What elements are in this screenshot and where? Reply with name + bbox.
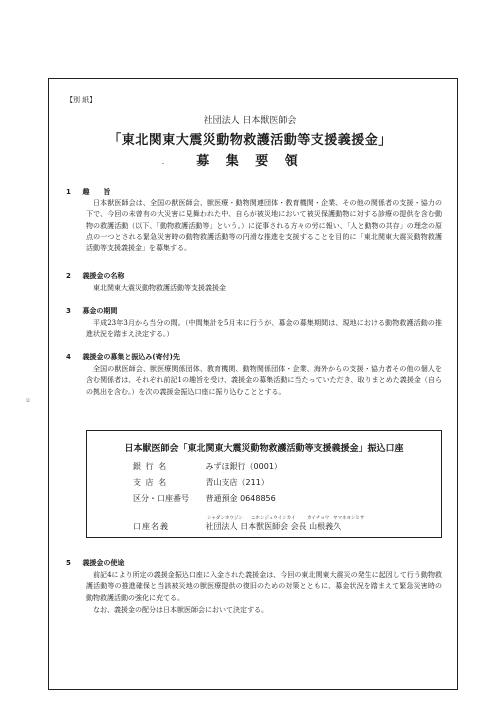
bank-account-box <box>86 430 442 538</box>
section-number: 2 <box>66 272 71 280</box>
account-number-row <box>133 493 276 504</box>
section-1-heading <box>66 187 110 197</box>
section-3-body: 平成23年3月から当分の間。（中間集計を5月末に行うが、募金の募集期間は、現地における動物救護活動の推進状況を踏まえ決定する。） <box>86 319 442 339</box>
section-title: 義援金の名称 <box>82 272 125 280</box>
section-number: 4 <box>66 353 71 361</box>
ruby-text: ニホンジュウイシカイ <box>251 516 296 521</box>
bank-value: みずほ銀行（0001） <box>205 462 282 471</box>
section-4-heading <box>66 352 180 362</box>
section-number: 3 <box>66 307 71 315</box>
account-number-label: 区分・口座番号 <box>133 494 189 503</box>
bank-label: 銀 行 名 <box>133 462 168 471</box>
section-1-body: 日本獣医師会は、全国の獣医師会、獣医療・動物関連団体・教育機関・企業、その他の関係者の支援・協力の下で、今回の未曾有の大災害に見舞われた中、自らが被災地において被災保護動物に対する診療の提供を含む動物の救護活動（以下、「動物救護活動等」という。）に従事される方々の労に報い、「人と動物の共存」の理念の原点の一つとされる緊急災害時の動物救護活動等の円滑な推進を支援することを目的に「東北関東大震災動物救護活動等支援義援金」を募集する。 <box>86 199 442 253</box>
ruby-text: ヤマネヨシヒサ <box>333 516 365 521</box>
section-title: 義援金の募集と振込み(寄付)先 <box>82 353 180 361</box>
document-title: 「東北関東大震災動物救護活動等支援義援金」 <box>108 133 392 148</box>
account-number-value: 普通預金 0648856 <box>205 494 276 503</box>
section-number: 5 <box>66 559 71 567</box>
bank-account-title: 日本獣医師会「東北関東大震災動物救護活動等支援義援金」振込口座 <box>124 444 404 454</box>
section-4-body: 全国の獣医師会、獣医療関係団体、教育機関、動物関係団体・企業、海外からの支援・協力者その他の個人を含む関係者は、それぞれ前記1の趣旨を受け、義援金の募集活動に当たっていただき、取りまとめた義援金（自らの拠出を含む。）を次の義援金振込口座に振り込むこととする。 <box>86 365 442 396</box>
document-subtitle: 募 集 要 領 <box>196 154 304 169</box>
stray-dot: ・ <box>160 161 167 168</box>
branch-row <box>133 477 269 488</box>
section-3-heading <box>66 306 117 316</box>
account-holder-label: 口座名義 <box>133 522 169 531</box>
section-2-heading <box>66 271 124 281</box>
branch-value: 青山支店（211） <box>205 478 269 487</box>
margin-mark: ıı <box>26 397 30 404</box>
branch-label: 支 店 名 <box>133 478 168 487</box>
section-5-note: なお、義援金の配分は日本獣医師会において決定する。 <box>93 606 268 614</box>
section-number: 1 <box>66 188 71 196</box>
organization-name: 社団法人 日本獣医師会 <box>203 116 297 126</box>
section-title: 募金の期間 <box>82 307 118 315</box>
section-title: 趣 旨 <box>82 188 111 196</box>
section-2-body: 東北関東大震災動物救護活動等支援義援金 <box>93 284 226 292</box>
section-5-body: 前記4により所定の義援金振込口座に入金された義援金は、今回の東北関東大震災の発生に起因して行う動物救護活動等の推進確保と当該被災地の獣医療提供の復旧のための対策とともに、募金状況を踏まえて緊急災害時の動物救護活動の強化に充てる。 <box>86 571 442 602</box>
account-holder-row <box>133 521 341 532</box>
attachment-tag: 【別 紙】 <box>66 96 97 104</box>
bank-row <box>133 461 282 472</box>
ruby-text: カイチョウ <box>307 516 330 521</box>
ruby-text: シャダンホウジン <box>207 516 243 521</box>
account-holder-value: 社団法人 日本獣医師会 会長 山根義久 <box>205 522 342 531</box>
section-5-heading <box>66 558 124 568</box>
section-title: 義援金の使途 <box>82 559 125 567</box>
